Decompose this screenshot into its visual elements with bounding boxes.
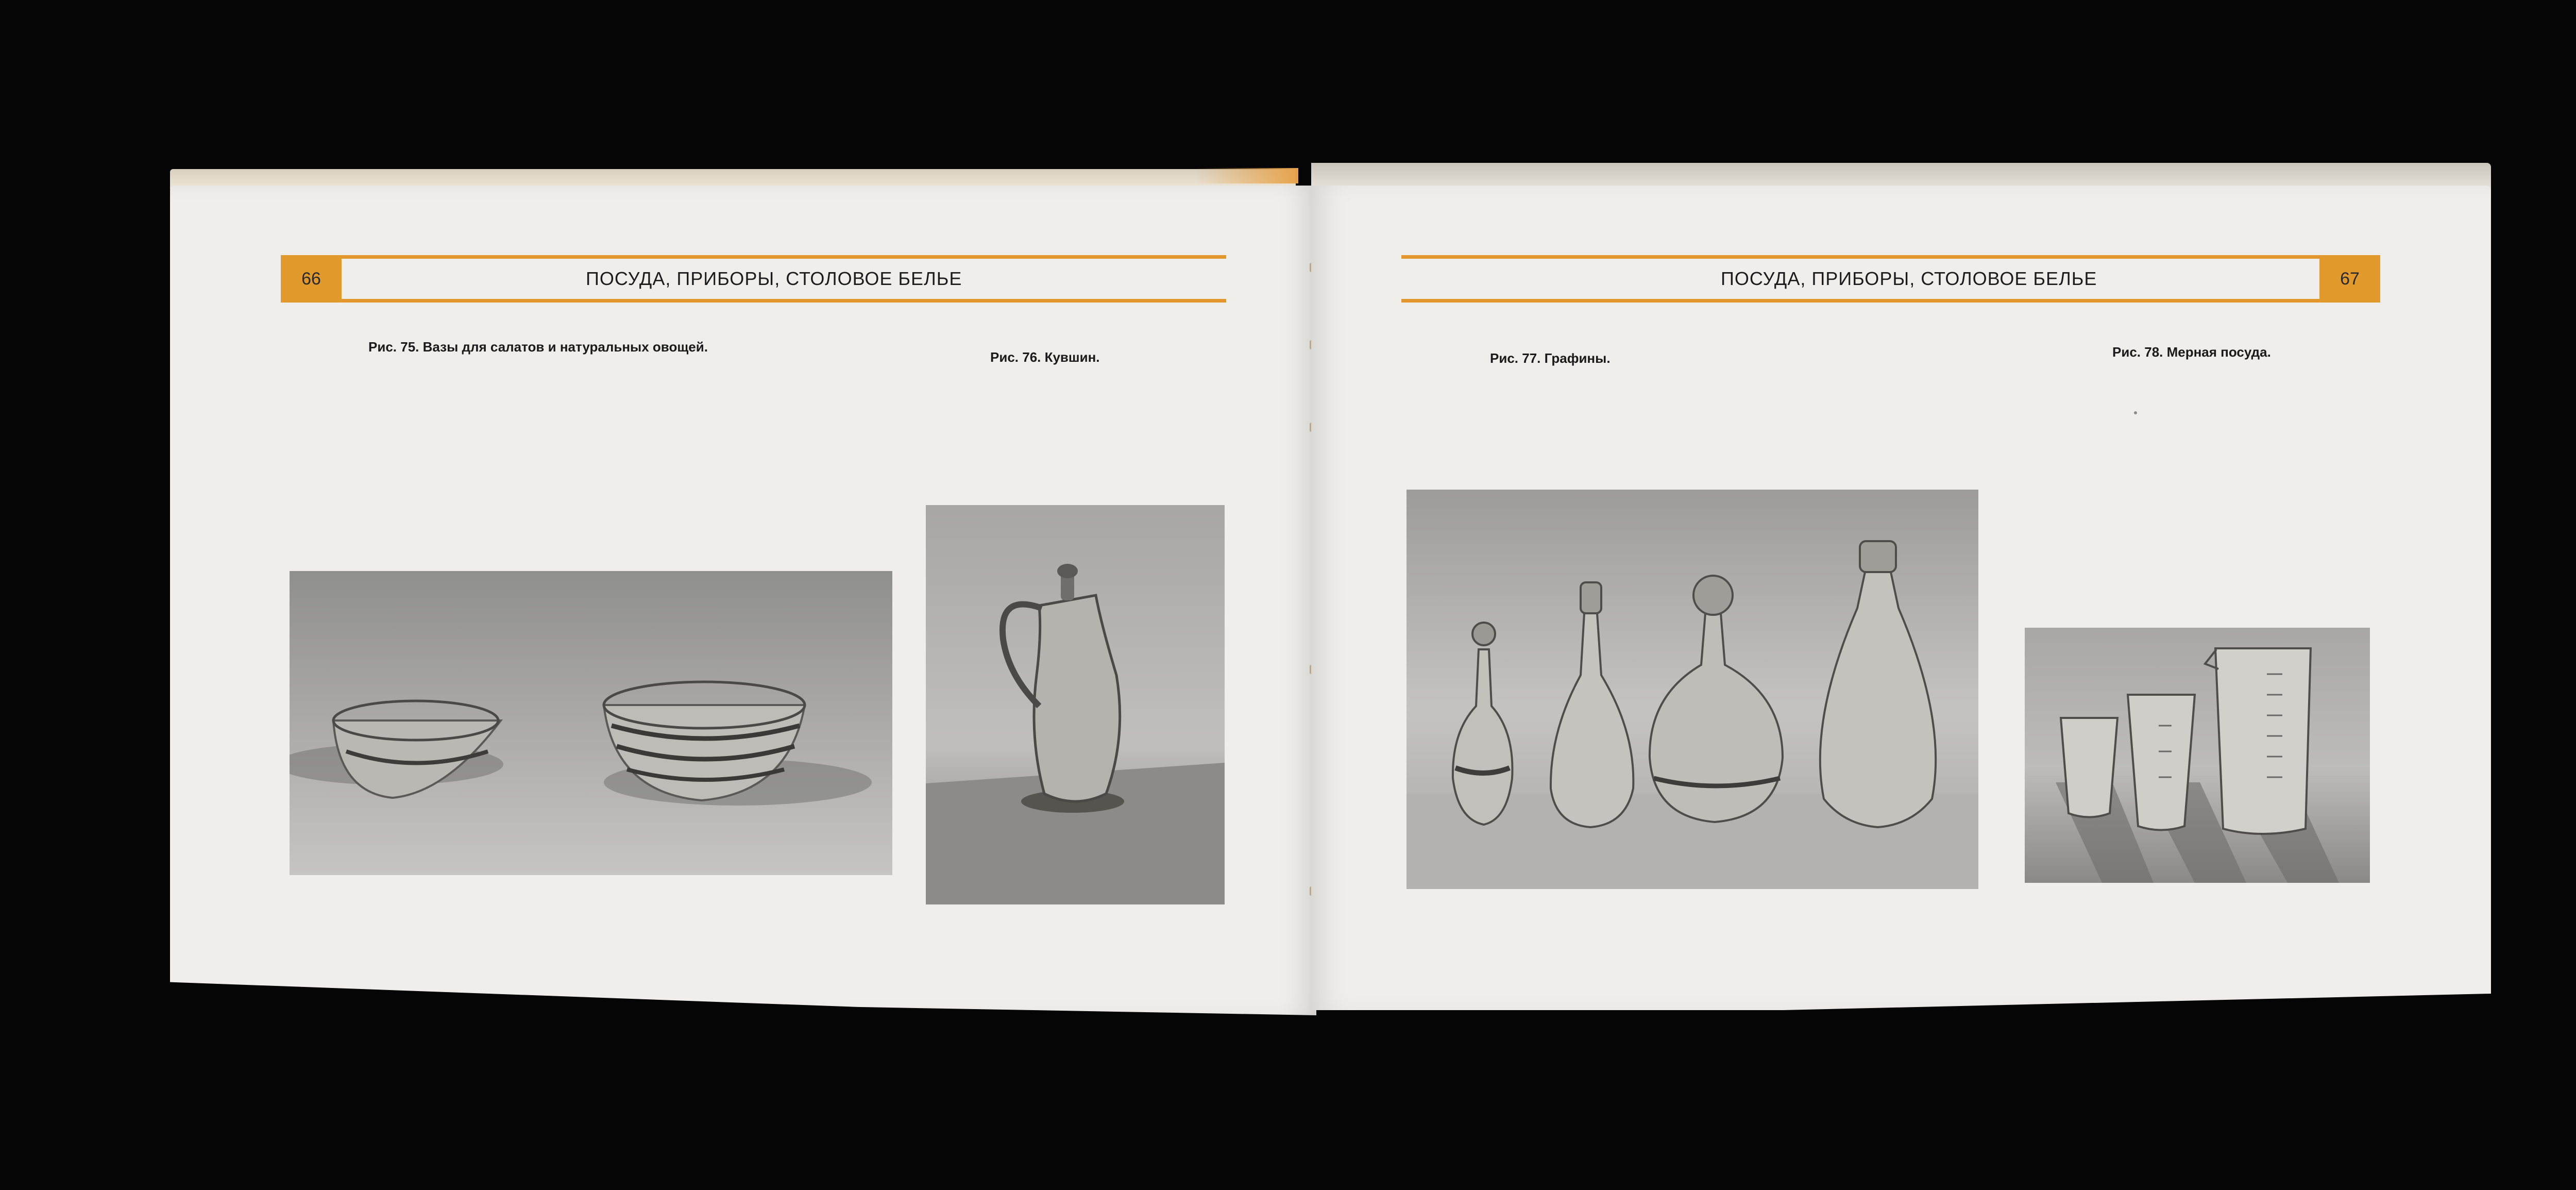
- page-number: 66: [281, 255, 342, 303]
- page-number: 67: [2319, 255, 2380, 303]
- right-page-header: [1401, 255, 2380, 303]
- caption-fig75: Рис. 75. Вазы для салатов и натуральных овощей.: [368, 339, 708, 355]
- caption-fig78: Рис. 78. Мерная посуда.: [2112, 344, 2271, 360]
- caption-fig77: Рис. 77. Графины.: [1490, 350, 1611, 366]
- running-head: ПОСУДА, ПРИБОРЫ, СТОЛОВОЕ БЕЛЬЕ: [1721, 268, 2097, 289]
- photo-salad-bowls: [290, 571, 892, 875]
- caption-fig76: Рис. 76. Кувшин.: [990, 349, 1100, 365]
- page-speck: [2134, 411, 2137, 414]
- left-cover-edge: [1195, 168, 1298, 183]
- photo-measuring-cups: [2025, 628, 2370, 883]
- running-head: ПОСУДА, ПРИБОРЫ, СТОЛОВОЕ БЕЛЬЕ: [586, 268, 962, 289]
- photo-jug: [926, 505, 1225, 904]
- photo-decanters: [1406, 490, 1978, 889]
- left-page-header: [281, 255, 1226, 303]
